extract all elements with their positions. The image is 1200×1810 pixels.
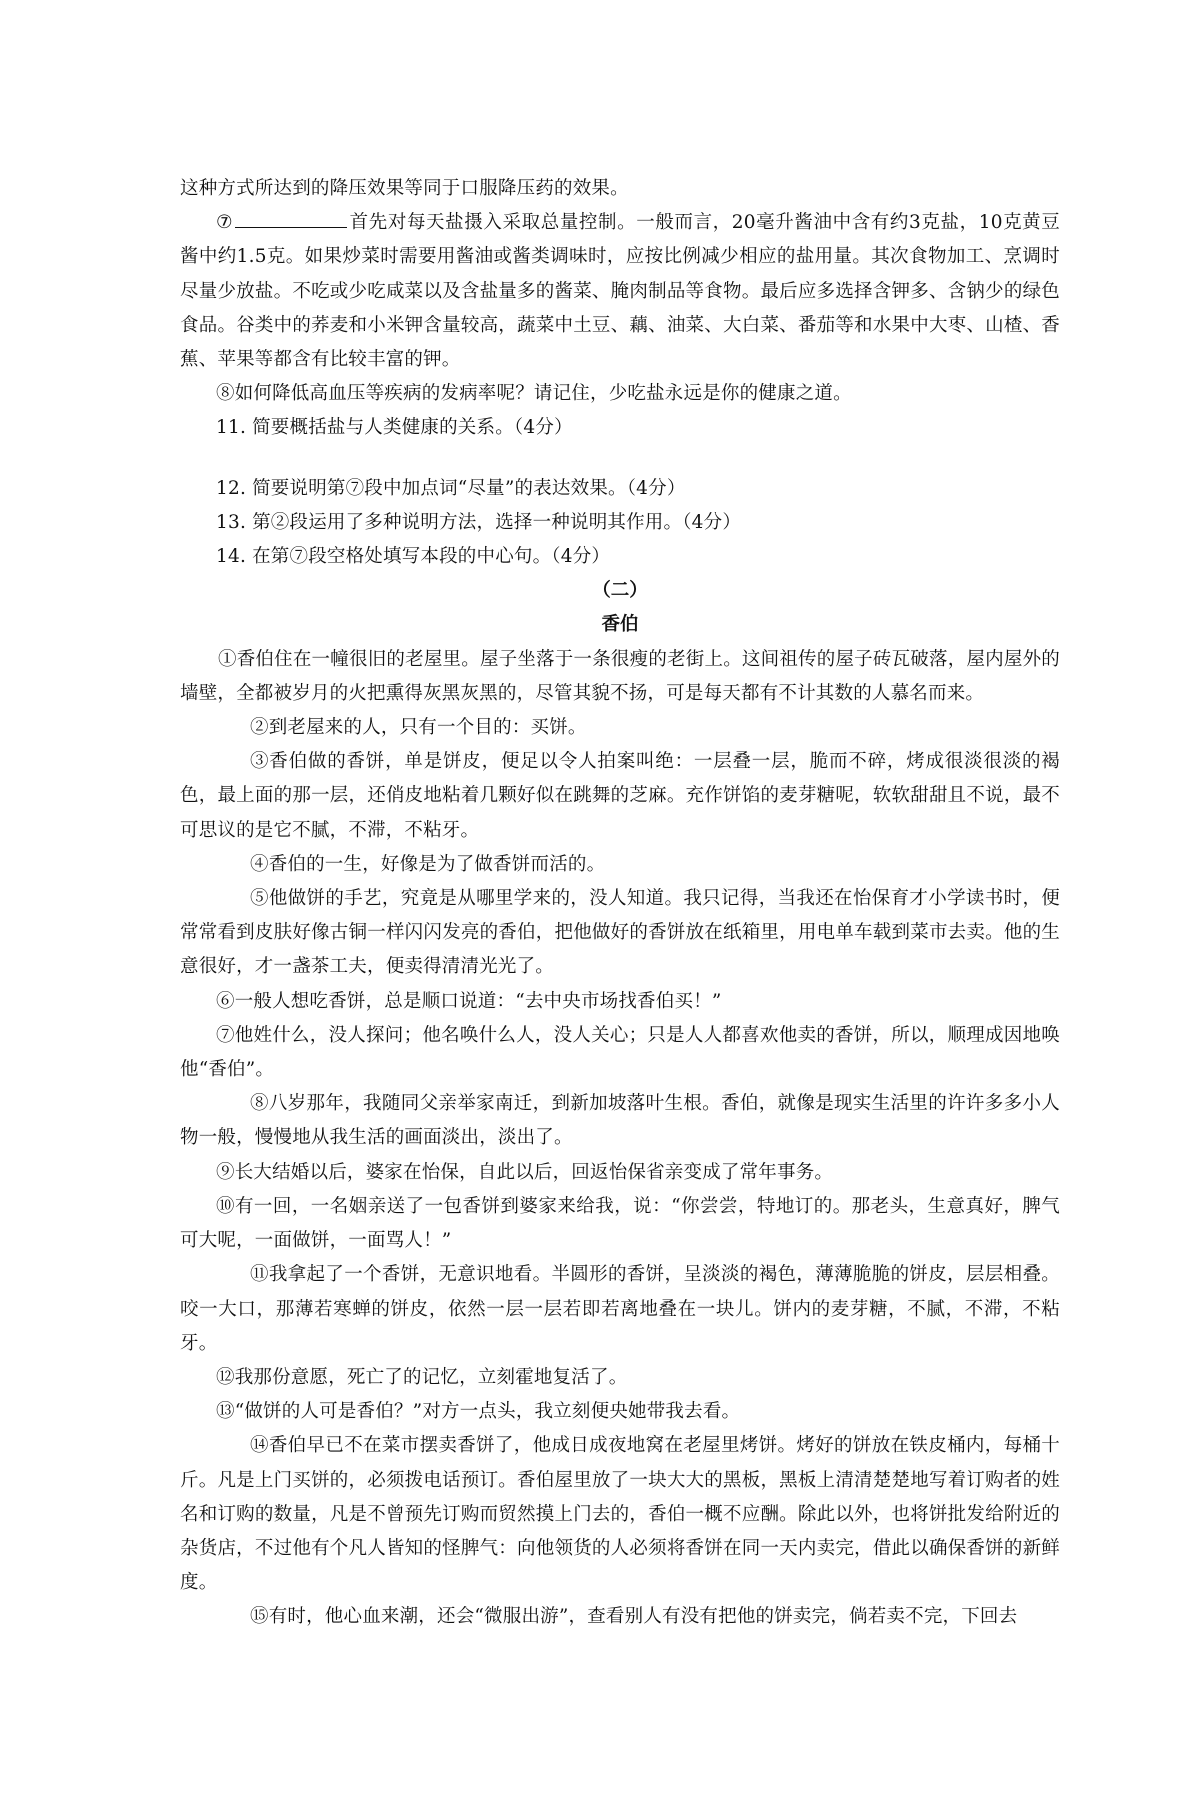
question-14: 14. 在第⑦段空格处填写本段的中心句。（4分） <box>216 546 611 568</box>
story-paragraph: ⑫我那份意愿，死亡了的记忆，立刻霍地复活了。 <box>216 1366 628 1388</box>
story-paragraph: ⑭香伯早已不在菜市摆卖香饼了，他成日成夜地窝在老屋里烤饼。烤好的饼放在铁皮桶内，每桶十斤。凡是上门买饼的，必须拨电话预订。香伯屋里放了一块大大的黑板，黑板上清清楚楚地写着订购者的姓名和订购的数量，凡是不曾预先订购而贸然摸上门去的，香伯一概不应酬。除此以外，也将饼批发给附近的杂货店，不过他有个凡人皆知的怪脾气：向他领货的人必须将香饼在同一天内卖完，借此以确保香饼的新鲜度。 <box>180 1435 1060 1594</box>
story-paragraph: ①香伯住在一幢很旧的老屋里。屋子坐落于一条很瘦的老街上。这间祖传的屋子砖瓦破落，屋内屋外的墙壁，全都被岁月的火把熏得灰黑灰黑的，尽管其貌不扬，可是每天都有不计其数的人慕名而来。 <box>180 648 1060 704</box>
document-page <box>180 172 1060 1635</box>
story-paragraph: ④香伯的一生，好像是为了做香饼而活的。 <box>250 853 606 875</box>
section-heading: （二） <box>592 580 648 602</box>
story-paragraph: ⑪我拿起了一个香饼，无意识地看。半圆形的香饼，呈淡淡的褐色，薄薄脆脆的饼皮，层层相叠。咬一大口，那薄若寒蝉的饼皮，依然一层一层若即若离地叠在一块儿。饼内的麦芽糖，不腻，不滞，不粘牙。 <box>180 1264 1060 1354</box>
story-paragraph: ⑦他姓什么，没人探问；他名唤什么人，没人关心；只是人人都喜欢他卖的香饼，所以，顺理成因地唤他“香伯”。 <box>180 1024 1060 1081</box>
question-11: 11. 简要概括盐与人类健康的关系。（4分） <box>216 417 573 439</box>
story-paragraph: ⑩有一回，一名姻亲送了一包香饼到婆家来给我，说：“你尝尝，特地订的。那老头，生意真好，脾气可大呢，一面做饼，一面骂人！” <box>180 1195 1060 1252</box>
paragraph-8: ⑧如何降低高血压等疾病的发病率呢？请记住，少吃盐永远是你的健康之道。 <box>216 383 852 405</box>
answer-space <box>180 446 1060 472</box>
paragraph-continuation: 这种方式所达到的降压效果等同于口服降压药的效果。 <box>180 178 629 199</box>
paragraph-7 <box>180 206 1060 377</box>
answer-blank[interactable] <box>235 209 347 228</box>
story-paragraph: ⑧八岁那年，我随同父亲举家南迁，到新加坡落叶生根。香伯，就像是现实生活里的许许多多小人物一般，慢慢地从我生活的画面淡出，淡出了。 <box>180 1093 1060 1149</box>
story-paragraph: ⑮有时，他心血来潮，还会“微服出游”，查看别人有没有把他的饼卖完，倘若卖不完，下回去 <box>250 1606 1018 1628</box>
question-12: 12. 简要说明第⑦段中加点词“尽量”的表达效果。（4分） <box>216 477 686 499</box>
paragraph-number: ⑦ <box>216 212 234 234</box>
article-title: 香伯 <box>601 614 639 636</box>
story-paragraph: ⑤他做饼的手艺，究竟是从哪里学来的，没人知道。我只记得，当我还在怡保育才小学读书时，便常常看到皮肤好像古铜一样闪闪发亮的香伯，把他做好的香饼放在纸箱里，用电单车载到菜市去卖。他的生意很好，才一盏茶工夫，便卖得清清光光了。 <box>180 888 1060 978</box>
story-paragraph: ⑬“做饼的人可是香伯？”对方一点头，我立刻便央她带我去看。 <box>216 1401 741 1423</box>
story-paragraph: ②到老屋来的人，只有一个目的：买饼。 <box>250 717 587 739</box>
story-paragraph: ⑨长大结婚以后，婆家在怡保，自此以后，回返怡保省亲变成了常年事务。 <box>216 1161 834 1183</box>
story-paragraph: ⑥一般人想吃香饼，总是顺口说道：“去中央市场找香伯买！” <box>216 990 722 1012</box>
question-13: 13. 第②段运用了多种说明方法，选择一种说明其作用。（4分） <box>216 511 742 533</box>
paragraph-7-text: 首先对每天盐摄入采取总量控制。一般而言，20毫升酱油中含有约3克盐，10克黄豆酱中约1.5克。如果炒菜时需要用酱油或酱类调味时，应按比例减少相应的盐用量。其次食物加工、烹调时尽量少放盐。不吃或少吃咸菜以及含盐量多的酱菜、腌肉制品等食物。最后应多选择含钾多、含钠少的绿色食品。谷类中的荞麦和小米钾含量较高，蔬菜中土豆、藕、油菜、大白菜、番茄等和水果中大枣、山楂、香蕉、苹果等都含有比较丰富的钾。 <box>180 212 1060 371</box>
story-paragraph: ③香伯做的香饼，单是饼皮，便足以令人拍案叫绝：一层叠一层，脆而不碎，烤成很淡很淡的褐色，最上面的那一层，还俏皮地粘着几颗好似在跳舞的芝麻。充作饼馅的麦芽糖呢，软软甜甜且不说，最不可思议的是它不腻，不滞，不粘牙。 <box>180 751 1060 841</box>
